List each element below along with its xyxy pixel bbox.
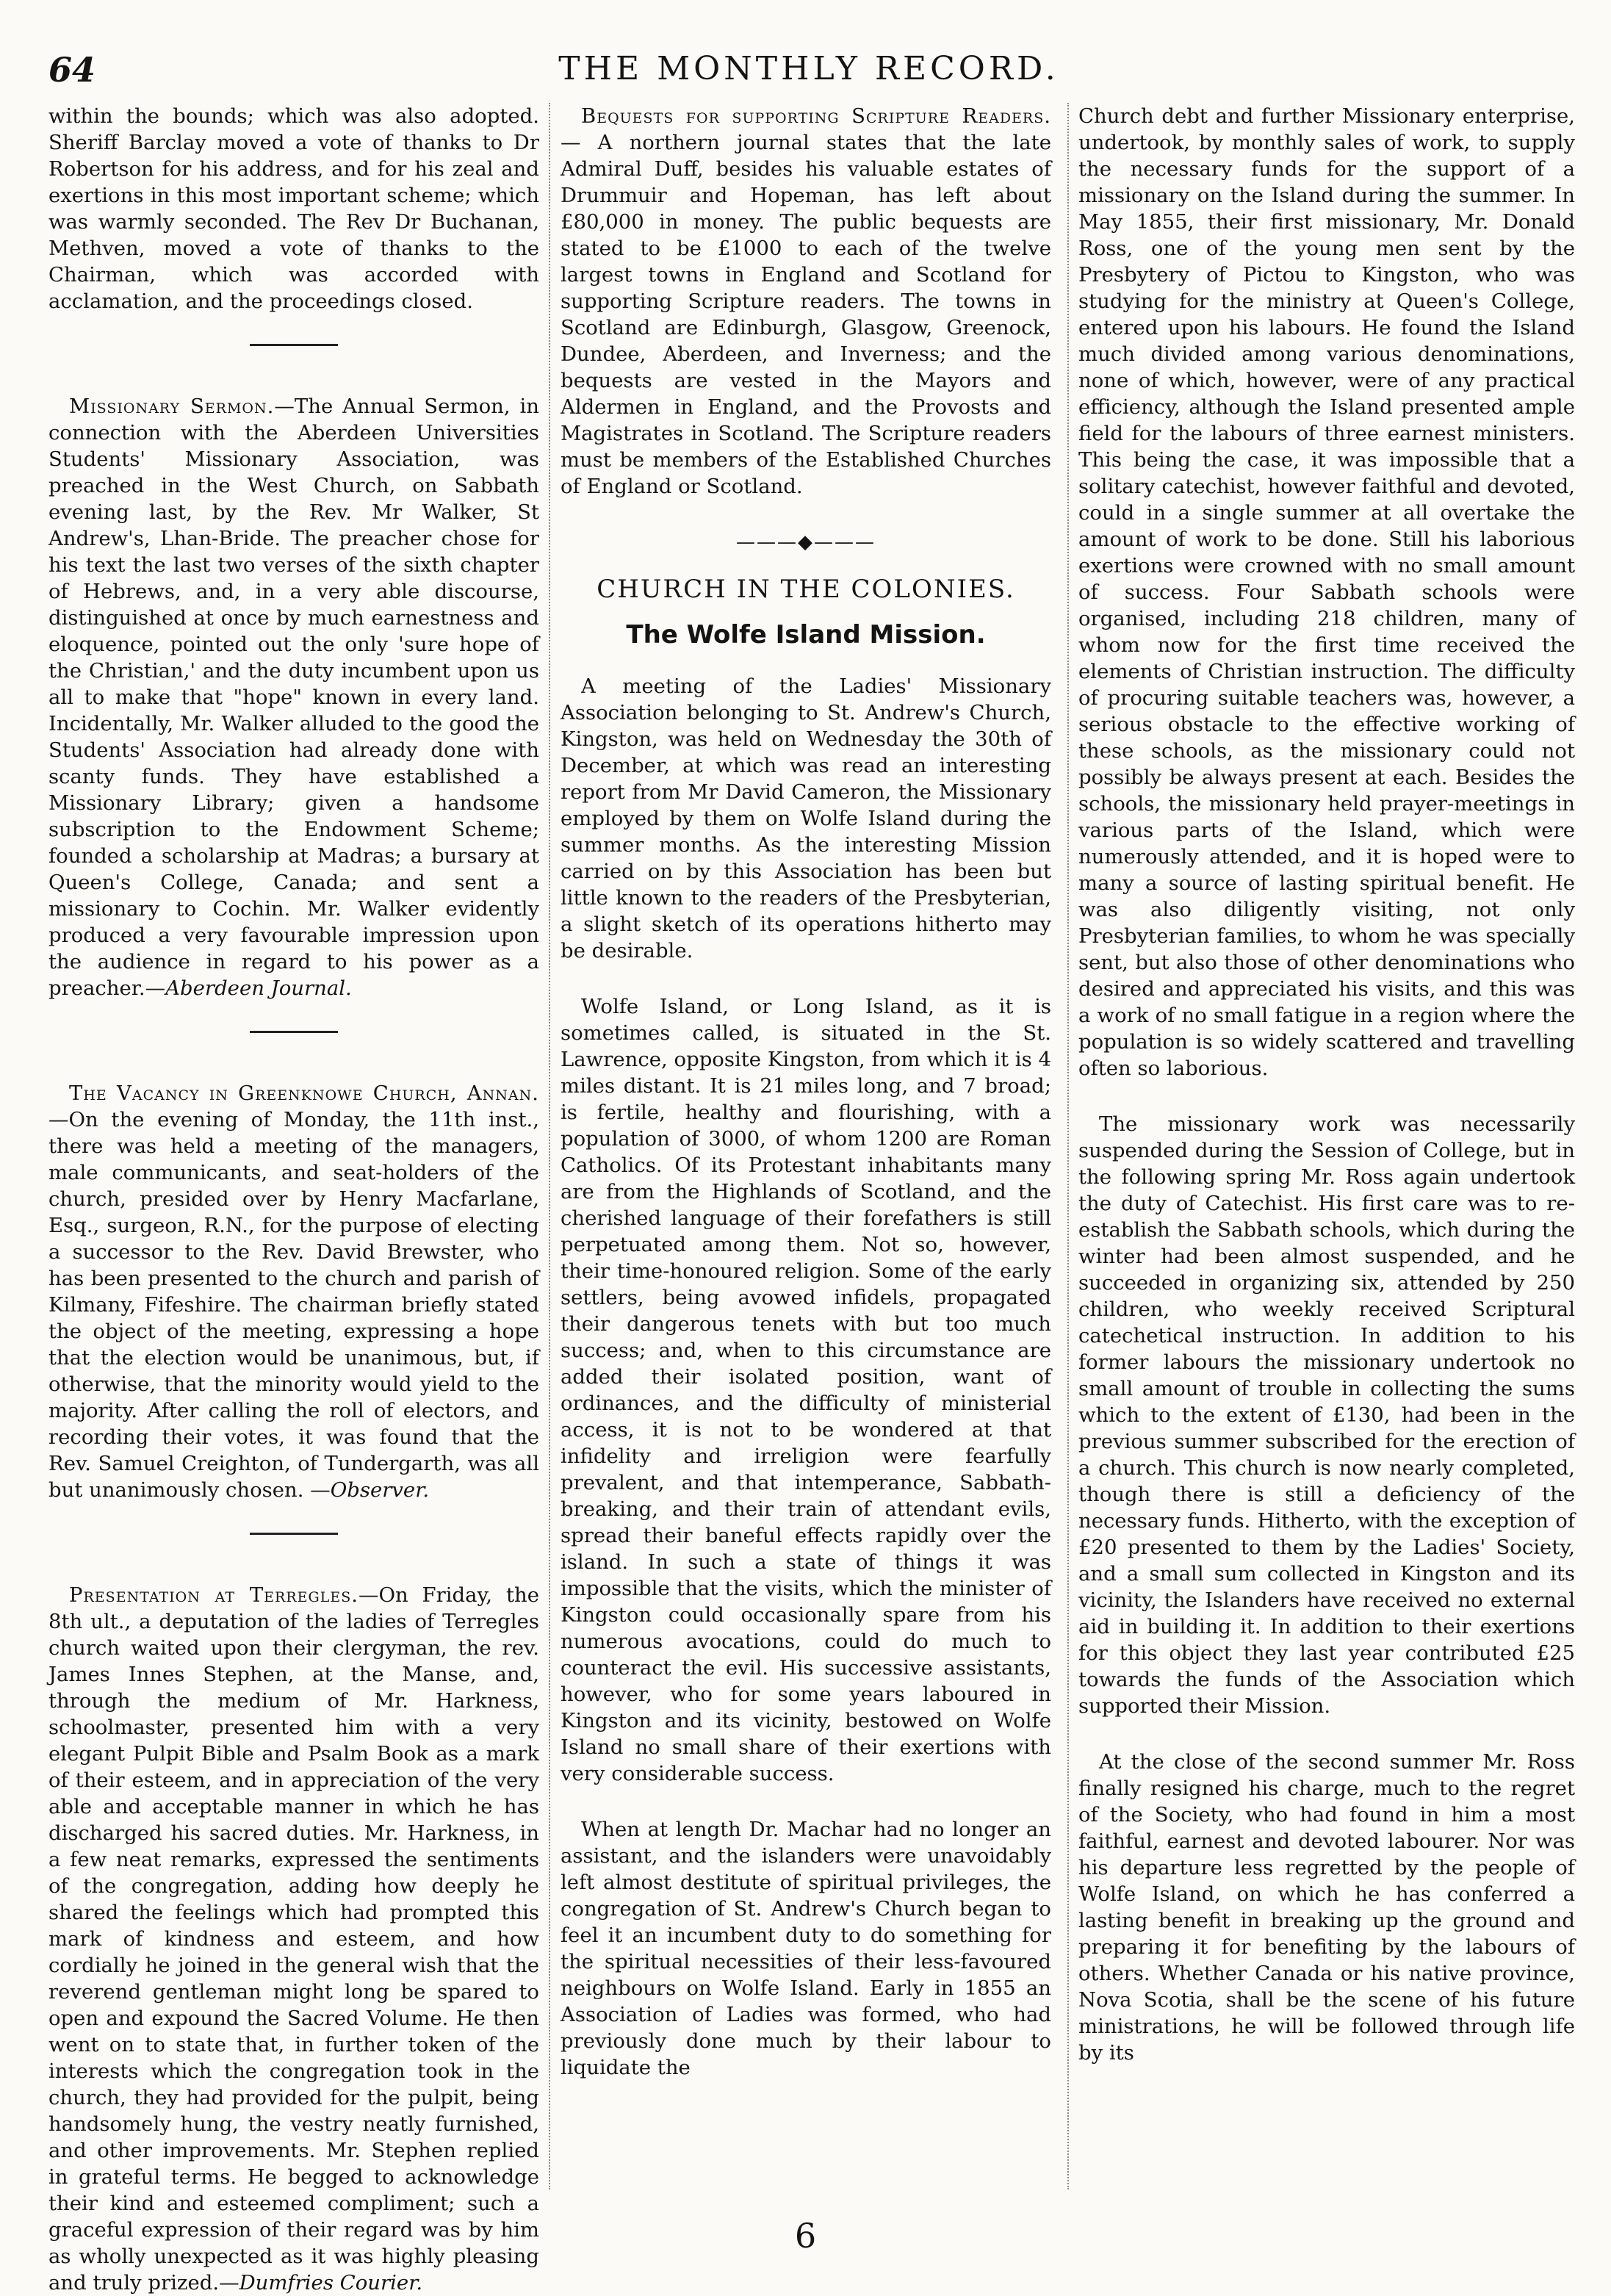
paragraph: At the close of the second summer Mr. Ross finally resigned his charge, much to the regret of the Society, who had found in him a most faithful, earnest and devoted labourer. Nor was his departure less regretted by the people of Wolfe Island, on which he has conferred a lasting benefit in breaking up the ground and preparing it for benefiting by the labours of others. Whether Canada or his native province, Nova Scotia, shall be the scene of his future ministrations, he will be followed through life by its — [1078, 1750, 1575, 2065]
column-right — [1078, 103, 1575, 2189]
page-header — [41, 44, 1576, 96]
paragraph: Wolfe Island, or Long Island, as it is sometimes called, is situated in the St. Lawrence, opposite Kingston, from which it is 4 miles distant. It is 21 miles long, and 7 broad; is fertile, healthy and flourishing, with a population of 3000, of whom 1200 are Roman Catholics. Of its Protestant inhabitants many are from the Highlands of Scotland, and the cherished language of their forefathers is still perpetuated among them. Not so, however, their time-honoured religion. Some of the early settlers, being avowed infidels, propagated their dangerous tenets with but too much success; and, when to this circumstance are added their isolated position, want of ordinances, and the difficulty of ministerial access, it is not to be wondered at that infidelity and irreligion were fearfully prevalent, and that intemperance, Sabbath-breaking, and their train of attendant evils, spread their baneful effects rapidly over the island. In such a state of things it was impossible that the visits, which the minister of Kingston could occasionally spare from his numerous avocations, could do much to counteract the evil. His successive assistants, however, who for some years laboured in Kingston and its vicinity, bestowed on Wolfe Island no small share of their exertions with very considerable success. — [561, 995, 1051, 1785]
article-body: — A northern journal states that the late Admiral Duff, besides his valuable estates of Drummuir and Hopeman, has left about £80,000 in money. The public bequests are stated to be £1000 to each of the twelve largest towns in England and Scotland for supporting Scripture readers. The towns in Scotland are Edinburgh, Glasgow, Greenock, Dundee, Aberdeen, and Inverness; and the bequests are vested in the Mayors and Aldermen in England, and the Provosts and Magistrates in Scotland. The Scripture readers must be members of the Established Churches of England or Scotland. — [561, 131, 1051, 498]
article-body: —On the evening of Monday, the 11th inst., there was held a meeting of the managers, male communicants, and seat-holders of the church, presided over by Henry Macfarlane, Esq., surgeon, R.N., for the purpose of electing a successor to the Rev. David Brewster, who has been presented to the church and parish of Kilmany, Fifeshire. The chairman briefly stated the object of the meeting, expressing a hope that the election would be unanimous, but, if otherwise, that the minority would yield to the majority. After calling the roll of electors, and recording their votes, it was found that the Rev. Samuel Creighton, of Tundergarth, was all but unanimously chosen. — — [48, 1108, 539, 1502]
article-lead: Missionary Sermon. — [69, 395, 275, 418]
article-source: Aberdeen Journal. — [165, 976, 352, 1000]
article-vacancy — [48, 1080, 539, 1503]
article-source: Dumfries Courier. — [239, 2271, 423, 2295]
column-middle — [561, 103, 1051, 2189]
column-left — [48, 103, 540, 2295]
subsection-title: The Wolfe Island Mission. — [626, 620, 986, 649]
article-lead: Presentation at Terregles. — [69, 1583, 358, 1607]
article-lead: Bequests for supporting Scripture Readers. — [581, 104, 1051, 128]
signature-mark: 6 — [794, 2216, 817, 2256]
column-divider-left — [549, 103, 551, 2189]
paragraph: When at length Dr. Machar had no longer an assistant, and the islanders were unavoidably left almost destitute of spiritual privileges, the congregation of St. Andrew's Church began to feel it an incumbent duty to do something for the spiritual necessities of their less-favoured neighbours on Wolfe Island. Early in 1855 an Association of Ladies was formed, who had previously done much by their labour to liquidate the — [561, 1818, 1051, 2079]
article-presentation — [48, 1582, 539, 2296]
section-title: CHURCH IN THE COLONIES. — [597, 575, 1015, 604]
article-source: Observer. — [330, 1478, 430, 1502]
paragraph: The missionary work was necessarily suspended during the Session of College, but in the following spring Mr. Ross again undertook the duty of Catechist. His first care was to re-establish the Sabbath schools, which during the winter had been almost suspended, and he succeeded in organizing six, attended by 250 children, who weekly received Scriptural catechetical instruction. In addition to his former labours the missionary undertook no small amount of trouble in collecting the sums which to the extent of £130, had been in the previous summer subscribed for the erection of a church. This church is now nearly completed, though there is still a deficiency of the necessary funds. Hitherto, with the exception of £20 presented to them by the Ladies' Society, and a small sum collected in Kingston and its vicinity, the Islanders have received no external aid in building it. In addition to their exertions for this object they last year contributed £25 towards the funds of the Association which supported their Mission. — [1078, 1112, 1575, 1718]
article-bequests — [561, 103, 1051, 500]
page-number: 64 — [48, 50, 96, 90]
paragraph: A meeting of the Ladies' Missionary Association belonging to St. Andrew's Church, Kingston, was held on Wednesday the 30th of December, at which was read an interesting report from Mr David Cameron, the Missionary employed by them on Wolfe Island during the summer months. As the interesting Mission carried on by this Association has been but little known to the readers of the Presbyterian, a slight sketch of its operations hitherto may be desirable. — [561, 674, 1051, 962]
column-divider-right — [1067, 103, 1070, 2189]
article-body: —The Annual Sermon, in connection with the Aberdeen Universities Students' Missionary Association, was preached in the West Church, on Sabbath evening last, by the Rev. Mr Walker, St Andrew's, Lhan-Bride. The preacher chose for his text the last two verses of the sixth chapter of Hebrews, and, in a very able discourse, distinguished at once by much earnestness and eloquence, pointed out the only 'sure hope of the Christian,' and the duty incumbent upon us all to make that "hope" known in every land. Incidentally, Mr. Walker alluded to the good the Students' Association had already done with scanty funds. They have established a Missionary Library; given a handsome subscription to the Endowment Scheme; founded a scholarship at Madras; a bursary at Queen's College, Canada; and sent a missionary to Cochin. Mr. Walker evidently produced a very favourable impression upon the audience in regard to his power as a preacher.— — [48, 395, 539, 1000]
section-rule — [250, 344, 338, 346]
running-title: THE MONTHLY RECORD. — [558, 50, 1059, 87]
article-body: —On Friday, the 8th ult., a deputation of the ladies of Terregles church waited upon their clergyman, the rev. James Innes Stephen, at the Manse, and, through the medium of Mr. Harkness, schoolmaster, presented him with a very elegant Pulpit Bible and Psalm Book as a mark of their esteem, and in appreciation of the very able and acceptable manner in which he has discharged his sacred duties. Mr. Harkness, in a few neat remarks, expressed the sentiments of the congregation, adding how deeply he shared the feelings which had prompted this mark of kindness and esteem, and how cordially he joined in the general wish that the reverend gentleman might long be spared to open and expound the Sacred Volume. He then went on to state that, in further token of the interests which the congregation took in the church, they had provided for the pulpit, being handsomely hung, the vestry neatly furnished, and other improvements. Mr. Stephen replied in grateful terms. He begged to acknowledge their kind and esteemed compliment; such a graceful expression of their regard was by him as wholly unexpected as it was highly pleasing and truly prized.— — [48, 1583, 540, 2295]
article-lead: The Vacancy in Greenknowe Church, Annan. — [69, 1082, 539, 1105]
ornament-divider: ———◆——— — [736, 531, 876, 553]
paragraph: within the bounds; which was also adopted. Sheriff Barclay moved a vote of thanks to Dr Robertson for his address, and for his zeal and exertions in this most important scheme; which was warmly seconded. The Rev Dr Buchanan, Methven, moved a vote of thanks to the Chairman, which was accorded with acclamation, and the proceedings closed. — [48, 104, 539, 313]
paragraph: Church debt and further Missionary enterprise, undertook, by monthly sales of work, to supply the necessary funds for the support of a missionary on the Island during the summer. In May 1855, their first missionary, Mr. Donald Ross, one of the young men sent by the Presbytery of Pictou to Kingston, who was studying for the ministry at Queen's College, entered upon his labours. He found the Island much divided among various denominations, none of which, however, were of any practical efficiency, although the Island presented ample field for the labours of three earnest ministers. This being the case, it was impossible that a solitary catechist, however faithful and devoted, could in a single summer at all overtake the amount of work to be done. Still his laborious exertions were crowned with no small amount of success. Four Sabbath schools were organised, including 218 children, many of whom now for the first time received the elements of Christian instruction. The difficulty of procuring suitable teachers was, however, a serious obstacle to the effective working of these schools, as the missionary could not possibly be always present at each. Besides the schools, the missionary held prayer-meetings in various parts of the Island, which were numerously attended, and it is hoped were to many a source of lasting spiritual benefit. He was also diligently visiting, not only Presbyterian families, to whom he was specially sent, but also those of other denominations who desired and appreciated his visits, and this was a work of no small fatigue in a region where the population is so widely scattered and travelling often so laborious. — [1078, 104, 1575, 1080]
article-missionary-sermon — [48, 393, 539, 1001]
section-rule — [250, 1031, 338, 1033]
section-rule — [250, 1533, 338, 1535]
